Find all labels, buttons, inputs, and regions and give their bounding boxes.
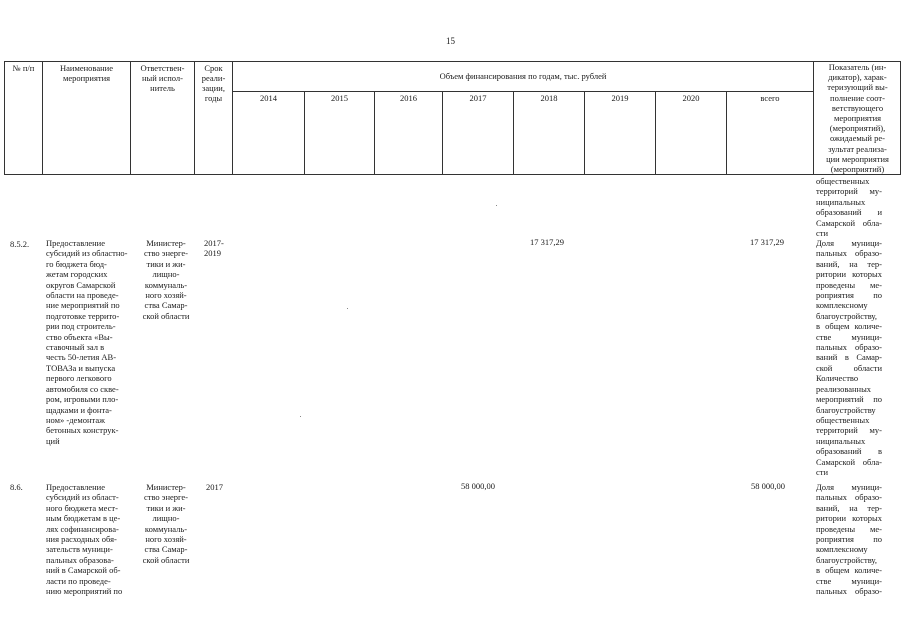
header-financing: Объем финансирования по годам, тыс. рублей xyxy=(439,71,607,81)
financing-divider xyxy=(232,91,813,92)
row-name: Предоставление субсидий из област- ного бюджета мест- ным бюджетам в це- лях софинансирова- ния расходных обя- зательств муници- пальных образова- ний в Самарской об- ласти по проведе- нию мероприятий по xyxy=(46,482,123,597)
row-term: 2017 xyxy=(206,482,223,492)
year-total: всего xyxy=(760,93,780,103)
header-term: Срок реали- зации, годы xyxy=(201,63,226,103)
row-name: Предоставление субсидий из областно- го бюджета бюд- жетам городских округов Самарской области на проведе- ние мероприятий по подготовке террито- рии под строитель- ство объекта «Вы- ставочный зал в честь 50-летия АВ- ТОВАЗа и выпуска первого легкового автомобиля со скве- ром, игровыми пло- щадками и фонта- ном» -демонтаж бетонных конструк- ций xyxy=(46,238,128,446)
value-2018: 17 317,29 xyxy=(530,237,564,247)
row-executor: Министер- ство энерге- тики и жи- лищно- коммуналь- ного хозяй- ства Самар- ской области xyxy=(142,482,190,565)
row-executor: Министер- ство энерге- тики и жи- лищно- коммуналь- ного хозяй- ства Самар- ской области xyxy=(142,238,190,321)
value-total: 17 317,29 xyxy=(750,237,784,247)
col-divider xyxy=(584,91,585,175)
col-divider xyxy=(513,91,514,175)
scan-speck xyxy=(496,205,497,206)
value-total: 58 000,00 xyxy=(751,481,785,491)
year-2020: 2020 xyxy=(682,93,700,103)
row-number: 8.6. xyxy=(10,482,23,492)
col-divider xyxy=(374,91,375,175)
col-divider xyxy=(442,91,443,175)
col-divider xyxy=(304,91,305,175)
header-executor: Ответствен- ный испол- нитель xyxy=(140,63,185,93)
scan-speck xyxy=(347,308,348,309)
header-name: Наименование мероприятия xyxy=(60,63,113,83)
header-num: № п/п xyxy=(12,63,35,73)
page-number: 15 xyxy=(446,36,455,46)
col-divider xyxy=(726,91,727,175)
row-indicator: Доля муници- пальных образо- ваний, на тер- ритории которых проведены ме- роприятия по комплексному благоустройству, в общем количе- стве муници- пальных образо- xyxy=(816,482,882,597)
row-number: 8.5.2. xyxy=(10,239,30,249)
year-2015: 2015 xyxy=(331,93,348,103)
scan-speck xyxy=(300,416,301,417)
value-2017: 58 000,00 xyxy=(461,481,495,491)
year-2018: 2018 xyxy=(540,93,558,103)
year-2019: 2019 xyxy=(611,93,629,103)
year-2017: 2017 xyxy=(469,93,487,103)
row-term: 2017- 2019 xyxy=(204,238,224,259)
year-2014: 2014 xyxy=(260,93,277,103)
continued-indicator: общественных территорий му- ниципальных образований и Самарской обла- сти xyxy=(816,176,882,239)
header-indicator: Показатель (ин- дикатор), харак- теризующий вы- полнение соот- ветствующего мероприятия (мероприятий), ожидаемый ре- зультат реализа- ции мероприятия (мероприятий) xyxy=(826,62,889,175)
row-indicator: Доля муници- пальных образо- ваний, на тер- ритории которых проведены ме- роприятия по комплексному благоустройству, в общем количе- стве муници- пальных образо- ваний в Самар- ской области Количество реализованных мероприятий по благоустройству общественных территорий му- ниципальных образований в Самарской обла- сти xyxy=(816,238,882,477)
col-divider xyxy=(655,91,656,175)
year-2016: 2016 xyxy=(400,93,417,103)
